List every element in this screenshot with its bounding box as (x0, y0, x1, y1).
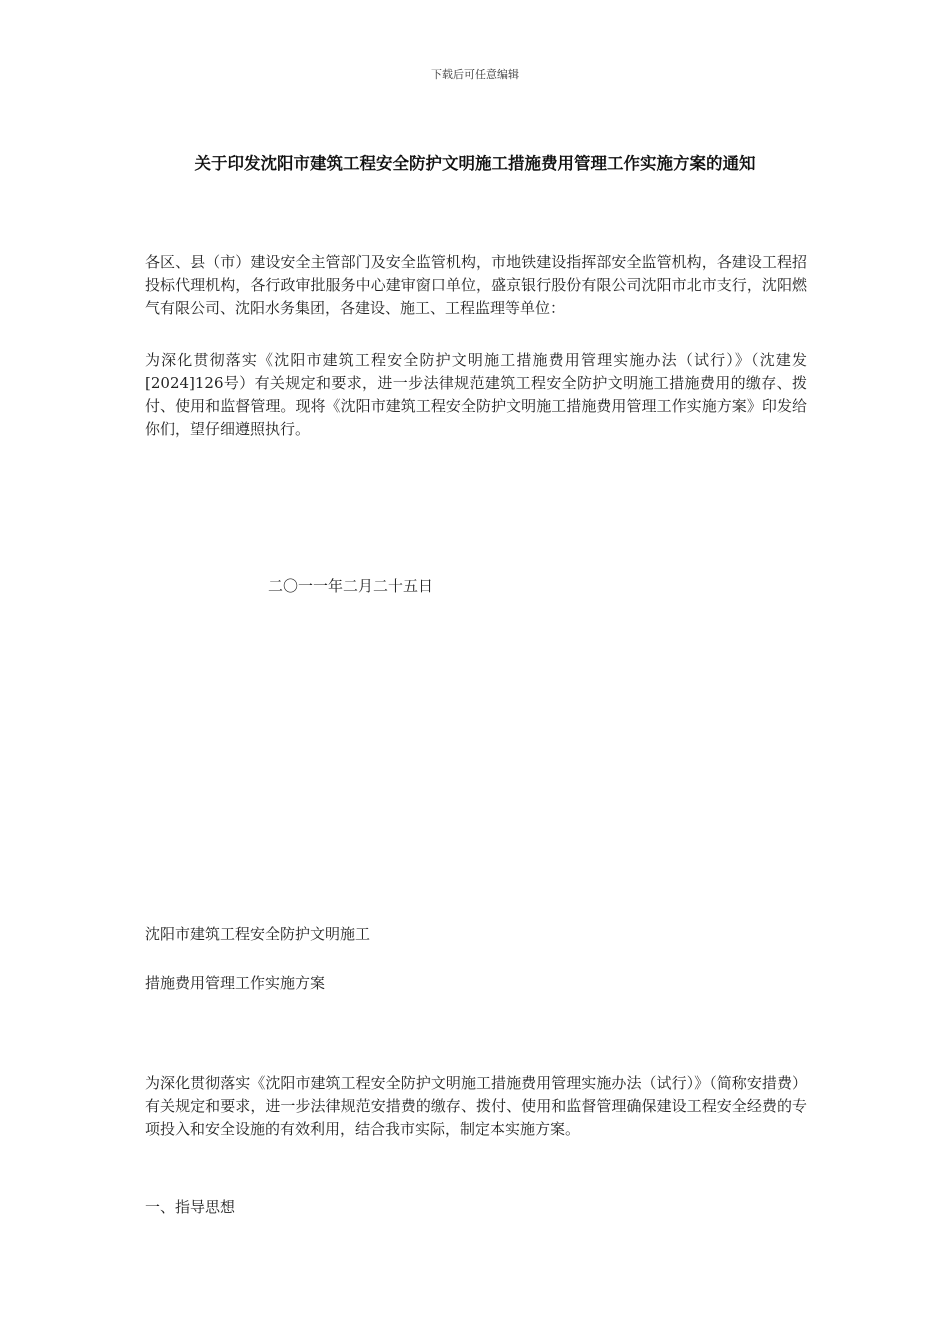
body-paragraph: 为深化贯彻落实《沈阳市建筑工程安全防护文明施工措施费用管理实施办法（试行）》（简称安措费）有关规定和要求，进一步法律规范安措费的缴存、拨付、使用和监督管理确保建设工程安全经费的专项投入和安全设施的有效利用，结合我市实际，制定本实施方案。 (145, 1074, 807, 1138)
subtitle-line-1: 沈阳市建筑工程安全防护文明施工 (145, 925, 371, 943)
intro-paragraph: 为深化贯彻落实《沈阳市建筑工程安全防护文明施工措施费用管理实施办法（试行）》（沈建发[2024]126号）有关规定和要求，进一步法律规范建筑工程安全防护文明施工措施费用的缴存、拨付、使用和监督管理。现将《沈阳市建筑工程安全防护文明施工措施费用管理工作实施方案》印发给你们，望仔细遵照执行。 (145, 351, 807, 438)
section-heading: 一、指导思想 (145, 1198, 236, 1216)
subtitle-line-2: 措施费用管理工作实施方案 (145, 974, 326, 992)
document-title: 关于印发沈阳市建筑工程安全防护文明施工措施费用管理工作实施方案的通知 (194, 154, 756, 173)
recipients-paragraph: 各区、县（市）建设安全主管部门及安全监管机构，市地铁建设指挥部安全监管机构，各建设工程招投标代理机构，各行政审批服务中心建审窗口单位，盛京银行股份有限公司沈阳市北市支行，沈阳燃气有限公司、沈阳水务集团，各建设、施工、工程监理等单位： (145, 253, 807, 317)
issue-date: 二〇一一年二月二十五日 (268, 577, 434, 595)
header-note: 下载后可任意编辑 (431, 68, 519, 81)
